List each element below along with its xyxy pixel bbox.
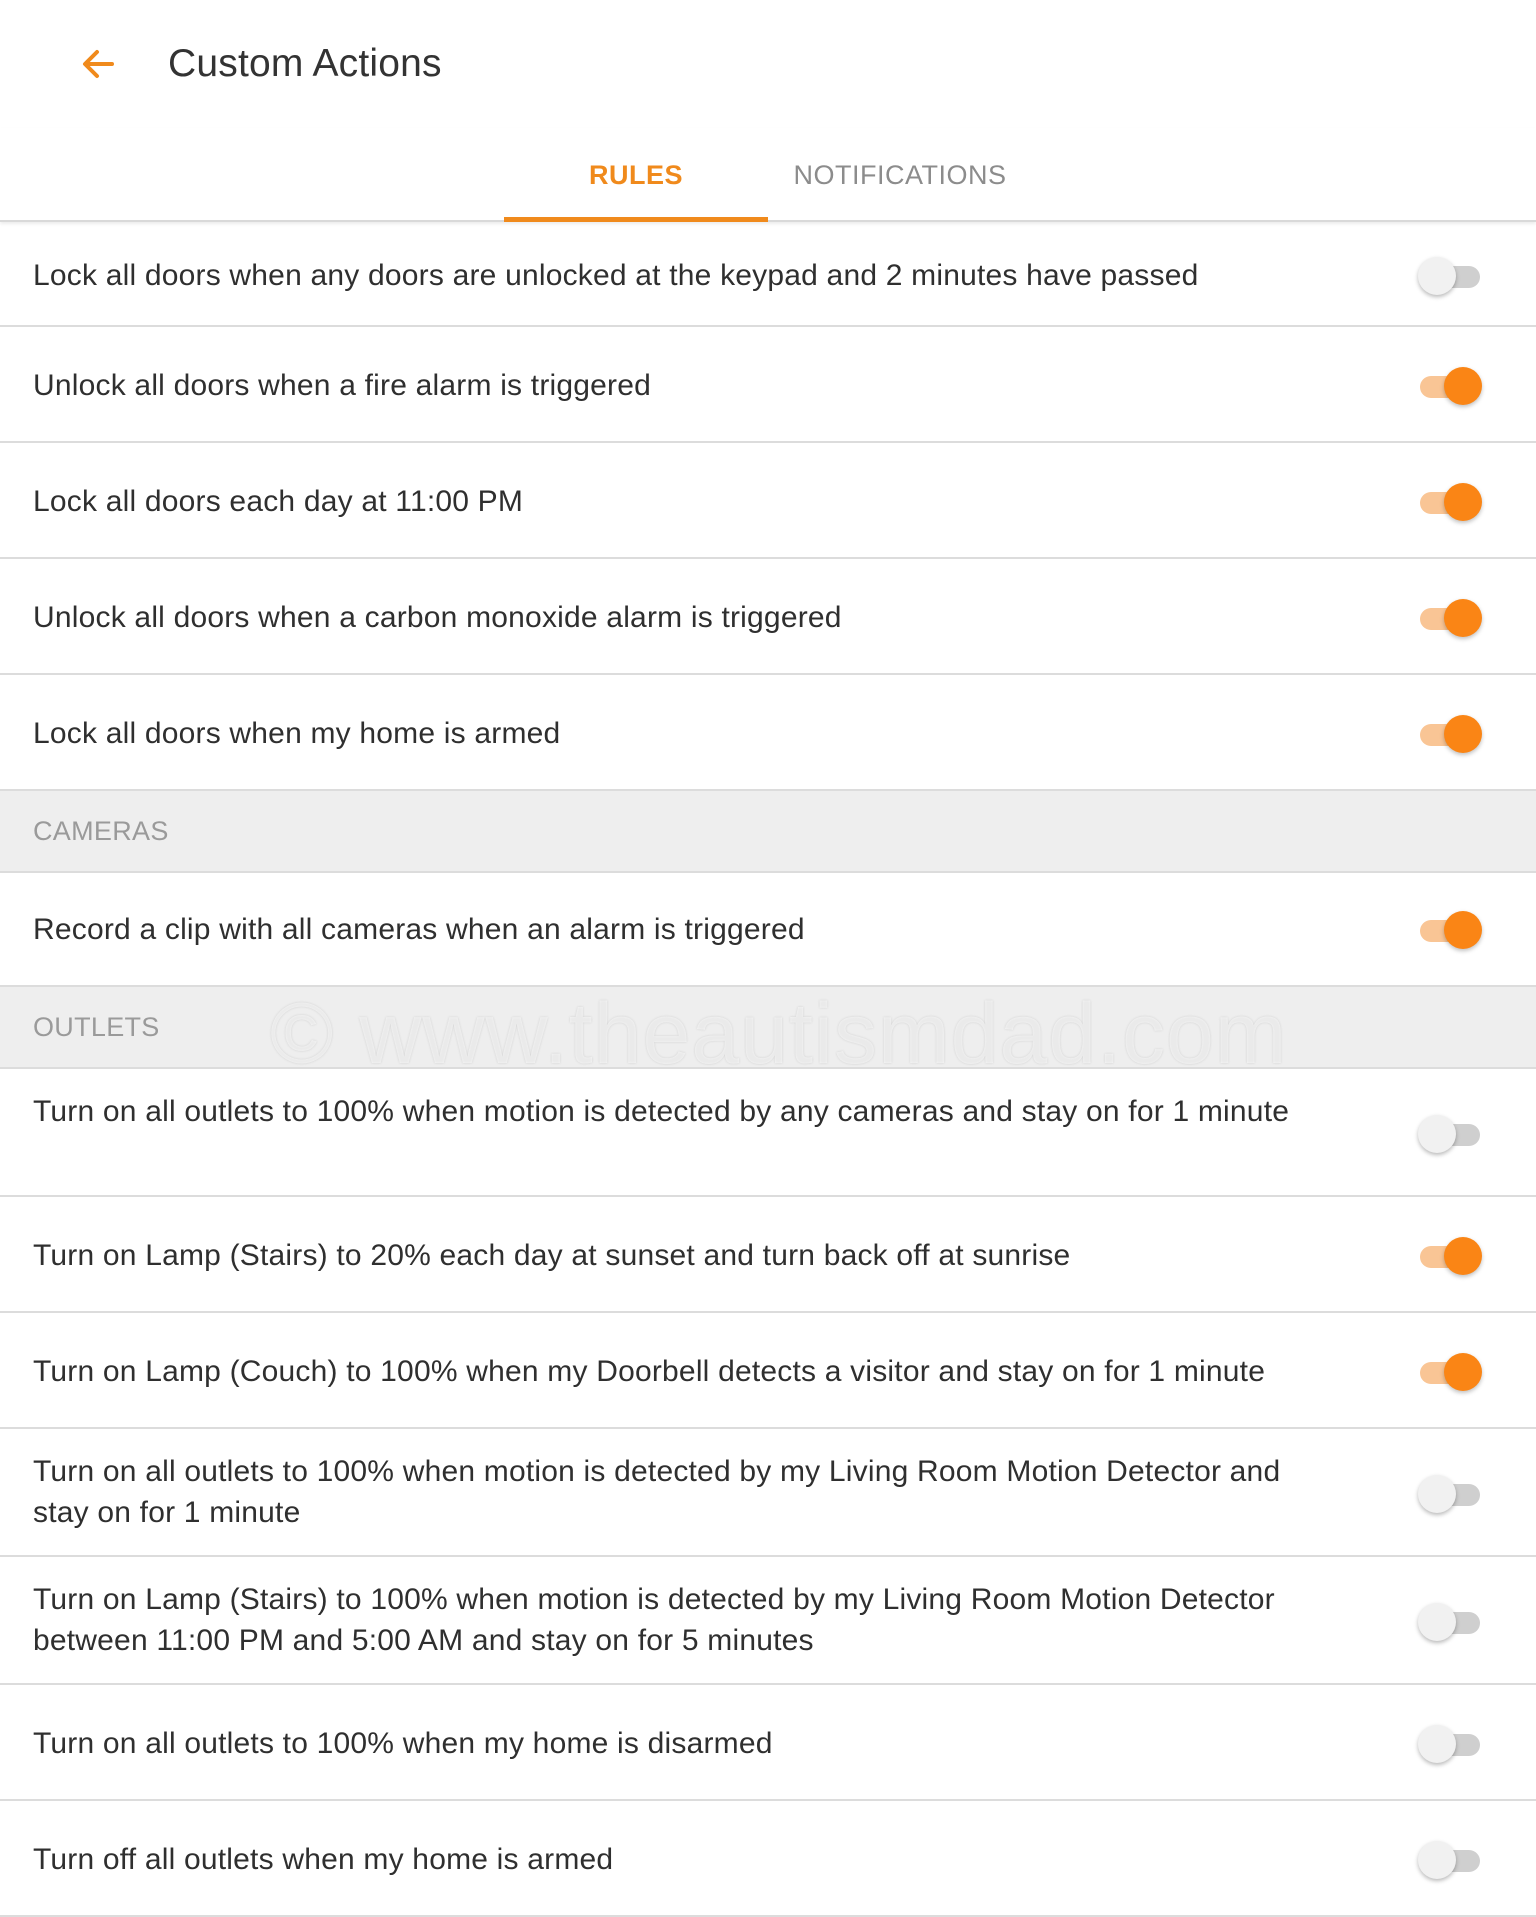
rule-row[interactable] <box>0 443 1536 559</box>
rule-text: Lock all doors when any doors are unlocked at the keypad and 2 minutes have passed <box>33 259 1199 292</box>
section-header-cameras <box>0 791 1536 873</box>
toggle-knob <box>1418 257 1456 295</box>
rule-toggle[interactable] <box>1418 1235 1482 1275</box>
rule-text: Turn on Lamp (Stairs) to 20% each day at sunset and turn back off at sunrise <box>33 1239 1071 1272</box>
section-label: CAMERAS <box>33 815 169 846</box>
toggle-knob <box>1418 1841 1456 1879</box>
toggle-knob <box>1444 1353 1482 1391</box>
rule-toggle[interactable] <box>1418 1473 1482 1513</box>
toggle-knob <box>1418 1603 1456 1641</box>
toggle-knob <box>1444 367 1482 405</box>
toggle-knob <box>1444 911 1482 949</box>
rule-row[interactable] <box>0 1069 1536 1197</box>
rule-text: Turn on Lamp (Couch) to 100% when my Doorbell detects a visitor and stay on for 1 minute <box>33 1355 1266 1388</box>
page-title: Custom Actions <box>168 42 442 85</box>
watermark-text: © www.theautismdad.com <box>270 986 1288 1082</box>
rule-text: Lock all doors each day at 11:00 PM <box>33 485 524 518</box>
rule-row[interactable] <box>0 1429 1536 1557</box>
toggle-knob <box>1444 715 1482 753</box>
rule-row[interactable] <box>0 327 1536 443</box>
rule-row[interactable] <box>0 559 1536 675</box>
rule-row[interactable] <box>0 873 1536 987</box>
rule-toggle[interactable] <box>1418 1601 1482 1641</box>
rule-text: Turn off all outlets when my home is armed <box>33 1843 614 1876</box>
toggle-knob <box>1418 1475 1456 1513</box>
section-label: OUTLETS <box>33 1011 160 1042</box>
rule-toggle[interactable] <box>1418 255 1482 295</box>
rule-toggle[interactable] <box>1418 713 1482 753</box>
rule-toggle[interactable] <box>1418 909 1482 949</box>
toggle-knob <box>1444 483 1482 521</box>
back-button[interactable] <box>70 36 126 92</box>
rule-row[interactable] <box>0 1801 1536 1917</box>
rule-toggle[interactable] <box>1418 1723 1482 1763</box>
rule-text: Turn on Lamp (Stairs) to 100% when motion is detected by my Living Room Motion Detector between 11:00 PM and 5:00 AM and stay on for 5 minutes <box>33 1583 1275 1657</box>
tab-bar <box>0 128 1536 222</box>
rule-row[interactable] <box>0 675 1536 791</box>
toggle-knob <box>1444 599 1482 637</box>
toggle-knob <box>1418 1115 1456 1153</box>
rule-text: Unlock all doors when a carbon monoxide alarm is triggered <box>33 601 842 634</box>
rule-text: Record a clip with all cameras when an alarm is triggered <box>33 913 805 946</box>
tab-notifications[interactable]: NOTIFICATIONS <box>793 159 1007 190</box>
section-header-outlets <box>0 987 1536 1069</box>
rule-toggle[interactable] <box>1418 1351 1482 1391</box>
rule-toggle[interactable] <box>1418 1839 1482 1879</box>
rule-row[interactable] <box>0 1197 1536 1313</box>
toggle-knob <box>1418 1725 1456 1763</box>
rules-list <box>0 224 1536 1917</box>
rule-toggle[interactable] <box>1418 1113 1482 1153</box>
rule-text: Turn on all outlets to 100% when motion is detected by any cameras and stay on for 1 minute <box>33 1095 1290 1128</box>
rule-text: Lock all doors when my home is armed <box>33 717 561 750</box>
rule-toggle[interactable] <box>1418 365 1482 405</box>
rule-row[interactable] <box>0 1685 1536 1801</box>
rule-text: Turn on all outlets to 100% when motion is detected by my Living Room Motion Detector and stay on for 1 minute <box>33 1455 1281 1529</box>
rule-text: Unlock all doors when a fire alarm is triggered <box>33 369 651 402</box>
app-bar <box>0 0 1536 128</box>
rule-row[interactable] <box>0 224 1536 327</box>
toggle-knob <box>1444 1237 1482 1275</box>
rule-toggle[interactable] <box>1418 597 1482 637</box>
rule-text: Turn on all outlets to 100% when my home is disarmed <box>33 1727 773 1760</box>
arrow-left-icon <box>78 44 118 84</box>
rule-row[interactable] <box>0 1313 1536 1429</box>
active-tab-indicator <box>504 217 768 222</box>
rule-toggle[interactable] <box>1418 481 1482 521</box>
tab-rules[interactable]: RULES <box>588 159 683 190</box>
rule-row[interactable] <box>0 1557 1536 1685</box>
